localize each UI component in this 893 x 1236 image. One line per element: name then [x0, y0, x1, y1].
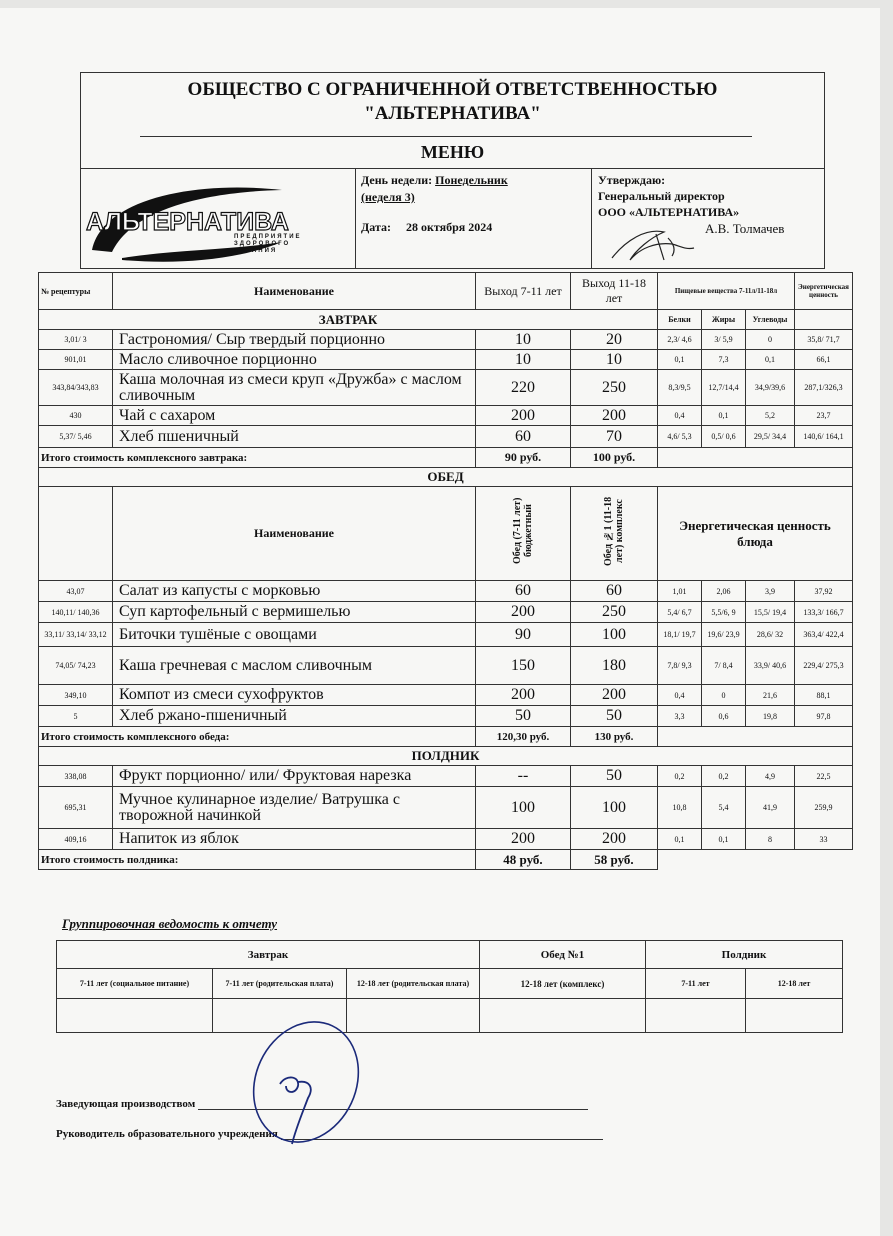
lunch-col-a: Обед (7-11 лет) бюджетный — [512, 497, 534, 565]
fat-value: 0,1 — [702, 829, 746, 850]
report-c1: 7-11 лет (социальное питание) — [57, 969, 213, 999]
portion-a: 50 — [476, 706, 571, 727]
energy-value: 259,9 — [795, 787, 853, 829]
breakfast-total-label: Итого стоимость комплексного завтрака: — [39, 448, 476, 468]
lunch-row — [39, 706, 853, 727]
energy-value: 97,8 — [795, 706, 853, 727]
lunch-total-b: 130 руб. — [571, 727, 658, 747]
sub-carb: Углеводы — [746, 310, 795, 330]
dish-name: Биточки тушёные с овощами — [113, 623, 476, 647]
breakfast-row — [39, 350, 853, 370]
portion-a: 90 — [476, 623, 571, 647]
title-underline — [140, 136, 752, 137]
energy-value: 23,7 — [795, 406, 853, 426]
energy-value: 133,3/ 166,7 — [795, 602, 853, 623]
report-group-lunch: Обед №1 — [480, 941, 646, 969]
recipe-code: 695,31 — [39, 787, 113, 829]
portion-a: 220 — [476, 370, 571, 406]
dish-name: Суп картофельный с вермишелью — [113, 602, 476, 623]
energy-value: 22,5 — [795, 766, 853, 787]
portion-b: 200 — [571, 685, 658, 706]
energy-value: 140,6/ 164,1 — [795, 426, 853, 448]
logo-subtitle — [234, 234, 302, 255]
dish-name: Компот из смеси сухофруктов — [113, 685, 476, 706]
snack-total-a: 48 руб. — [476, 850, 571, 870]
protein-value: 0,4 — [658, 406, 702, 426]
sub-fat: Жиры — [702, 310, 746, 330]
protein-value: 4,6/ 5,3 — [658, 426, 702, 448]
col-nutrients: Пищевые вещества 7-11л/11-18л — [658, 273, 795, 310]
lunch-total-a: 120,30 руб. — [476, 727, 571, 747]
carb-value: 33,9/ 40,6 — [746, 647, 795, 685]
carb-value: 8 — [746, 829, 795, 850]
col-name: Наименование — [113, 273, 476, 310]
dish-name: Каша гречневая с маслом сливочным — [113, 647, 476, 685]
lunch-col-energy: Энергетическая ценность блюда — [658, 487, 853, 581]
lunch-col-code — [39, 487, 113, 581]
recipe-code: 343,84/343,83 — [39, 370, 113, 406]
portion-a: 200 — [476, 602, 571, 623]
dish-name: Хлеб пшеничный — [113, 426, 476, 448]
portion-b: 70 — [571, 426, 658, 448]
carb-value: 19,8 — [746, 706, 795, 727]
energy-value: 287,1/326,3 — [795, 370, 853, 406]
snack-total-empty — [658, 850, 853, 870]
recipe-code: 74,05/ 74,23 — [39, 647, 113, 685]
recipe-code: 349,10 — [39, 685, 113, 706]
weekday-block — [361, 172, 508, 206]
snack-rows — [39, 766, 853, 850]
fat-value: 0,5/ 0,6 — [702, 426, 746, 448]
approve-line2: Генеральный директор — [598, 189, 725, 203]
portion-a: 200 — [476, 829, 571, 850]
protein-value: 1,01 — [658, 581, 702, 602]
weekday-label: День недели: — [361, 173, 433, 187]
portion-a: -- — [476, 766, 571, 787]
menu-page — [0, 8, 880, 1236]
lunch-section: ОБЕД — [39, 468, 853, 487]
lunch-row — [39, 623, 853, 647]
snack-row — [39, 829, 853, 850]
protein-value: 18,1/ 19,7 — [658, 623, 702, 647]
dish-name: Салат из капусты с морковью — [113, 581, 476, 602]
lunch-col-a-cell — [476, 487, 571, 581]
report-group-snack: Полдник — [646, 941, 843, 969]
report-c5: 7-11 лет — [646, 969, 746, 999]
recipe-code: 5,37/ 5,46 — [39, 426, 113, 448]
breakfast-total-a: 90 руб. — [476, 448, 571, 468]
company-logo — [82, 180, 354, 264]
recipe-code: 3,01/ 3 — [39, 330, 113, 350]
col-out1: Выход 7-11 лет — [476, 273, 571, 310]
energy-value: 37,92 — [795, 581, 853, 602]
report-subheader-row — [57, 969, 843, 999]
header-divider — [80, 168, 825, 169]
doc-title: МЕНЮ — [420, 142, 485, 162]
report-group-row — [57, 941, 843, 969]
report-group-breakfast: Завтрак — [57, 941, 480, 969]
portion-a: 60 — [476, 581, 571, 602]
portion-b: 200 — [571, 829, 658, 850]
report-title: Группировочная ведомость к отчету — [62, 916, 278, 931]
energy-value: 88,1 — [795, 685, 853, 706]
lunch-col-name: Наименование — [113, 487, 476, 581]
breakfast-row — [39, 426, 853, 448]
dish-name: Каша молочная из смеси круп «Дружба» с маслом сливочным — [113, 370, 476, 406]
breakfast-row — [39, 406, 853, 426]
weekday-value: Понедельник — [435, 173, 508, 187]
report-c6: 12-18 лет — [746, 969, 843, 999]
approve-name: А.В. Толмачев — [705, 221, 785, 236]
fat-value: 3/ 5,9 — [702, 330, 746, 350]
protein-value: 0,4 — [658, 685, 702, 706]
sub-empty — [795, 310, 853, 330]
protein-value: 10,8 — [658, 787, 702, 829]
director-signature-icon — [606, 220, 698, 264]
org-line2: "АЛЬТЕРНАТИВА" — [364, 103, 541, 124]
fat-value: 2,06 — [702, 581, 746, 602]
carb-value: 0 — [746, 330, 795, 350]
energy-value: 66,1 — [795, 350, 853, 370]
report-c3: 12-18 лет (родительская плата) — [347, 969, 480, 999]
carb-value: 29,5/ 34,4 — [746, 426, 795, 448]
portion-b: 100 — [571, 787, 658, 829]
org-line1: ОБЩЕСТВО С ОГРАНИЧЕННОЙ ОТВЕТСТВЕННОСТЬЮ — [187, 79, 718, 100]
carb-value: 5,2 — [746, 406, 795, 426]
breakfast-section: ЗАВТРАК — [39, 310, 658, 330]
carb-value: 3,9 — [746, 581, 795, 602]
dish-name: Напиток из яблок — [113, 829, 476, 850]
portion-b: 60 — [571, 581, 658, 602]
org-title — [80, 78, 825, 126]
dish-name: Мучное кулинарное изделие/ Ватрушка с творожной начинкой — [113, 787, 476, 829]
portion-a: 200 — [476, 685, 571, 706]
fat-value: 0,1 — [702, 406, 746, 426]
lunch-total-label: Итого стоимость комплексного обеда: — [39, 727, 476, 747]
date-value: 28 октября 2024 — [405, 220, 493, 234]
protein-value: 0,1 — [658, 829, 702, 850]
approval-block — [598, 172, 739, 220]
energy-value: 229,4/ 275,3 — [795, 647, 853, 685]
report-table — [56, 940, 843, 1033]
recipe-code: 430 — [39, 406, 113, 426]
header-vline1 — [355, 168, 356, 269]
carb-value: 4,9 — [746, 766, 795, 787]
breakfast-row — [39, 330, 853, 350]
portion-b: 20 — [571, 330, 658, 350]
manager-signature-icon — [240, 1018, 370, 1158]
logo-text: АЛЬТЕРНАТИВА — [86, 208, 289, 236]
fat-value: 19,6/ 23,9 — [702, 623, 746, 647]
lunch-row — [39, 647, 853, 685]
lunch-section-row — [39, 468, 853, 487]
dish-name: Фрукт порционно/ или/ Фруктовая нарезка — [113, 766, 476, 787]
fat-value: 0 — [702, 685, 746, 706]
dish-name: Чай с сахаром — [113, 406, 476, 426]
breakfast-rows — [39, 330, 853, 448]
recipe-code: 33,11/ 33,14/ 33,12 — [39, 623, 113, 647]
fat-value: 5,4 — [702, 787, 746, 829]
date-block — [361, 220, 492, 235]
protein-value: 3,3 — [658, 706, 702, 727]
dish-name: Масло сливочное порционно — [113, 350, 476, 370]
recipe-code: 901,01 — [39, 350, 113, 370]
report-value-row — [57, 999, 843, 1033]
breakfast-total-row — [39, 448, 853, 468]
breakfast-section-row — [39, 310, 853, 330]
portion-a: 200 — [476, 406, 571, 426]
lunch-row — [39, 685, 853, 706]
portion-b: 180 — [571, 647, 658, 685]
portion-b: 50 — [571, 766, 658, 787]
date-label: Дата: — [361, 220, 391, 234]
approve-line3: ООО «АЛЬТЕРНАТИВА» — [598, 205, 740, 219]
portion-b: 250 — [571, 370, 658, 406]
carb-value: 21,6 — [746, 685, 795, 706]
snack-total-label: Итого стоимость полдника: — [39, 850, 476, 870]
portion-a: 10 — [476, 350, 571, 370]
report-v4[interactable] — [480, 999, 646, 1033]
protein-value: 7,8/ 9,3 — [658, 647, 702, 685]
protein-value: 2,3/ 4,6 — [658, 330, 702, 350]
carb-value: 0,1 — [746, 350, 795, 370]
sub-protein: Белки — [658, 310, 702, 330]
snack-total-b: 58 руб. — [571, 850, 658, 870]
portion-a: 10 — [476, 330, 571, 350]
lunch-row — [39, 581, 853, 602]
report-v6[interactable] — [746, 999, 843, 1033]
portion-a: 150 — [476, 647, 571, 685]
logo-sub2: ЗДОРОВОГО — [234, 241, 291, 247]
energy-value: 363,4/ 422,4 — [795, 623, 853, 647]
col-out2: Выход 11-18 лет — [571, 273, 658, 310]
protein-value: 0,2 — [658, 766, 702, 787]
logo-sub1: ПРЕДПРИЯТИЕ — [234, 234, 302, 240]
header-vline2 — [591, 168, 592, 269]
snack-section-row — [39, 747, 853, 766]
breakfast-total-b: 100 руб. — [571, 448, 658, 468]
lunch-total-row — [39, 727, 853, 747]
recipe-code: 43,07 — [39, 581, 113, 602]
portion-b: 200 — [571, 406, 658, 426]
portion-a: 60 — [476, 426, 571, 448]
lunch-row — [39, 602, 853, 623]
fat-value: 0,2 — [702, 766, 746, 787]
dish-name: Гастрономия/ Сыр твердый порционно — [113, 330, 476, 350]
recipe-code: 409,16 — [39, 829, 113, 850]
menu-table — [38, 272, 853, 870]
lunch-col-b-cell — [571, 487, 658, 581]
lunch-rows — [39, 581, 853, 727]
col-energy: Энергетическая ценность — [795, 273, 853, 310]
signature-label2: Руководитель образовательного учреждения — [56, 1128, 278, 1140]
report-c4: 12-18 лет (комплекс) — [480, 969, 646, 999]
snack-section: ПОЛДНИК — [39, 747, 853, 766]
snack-row — [39, 787, 853, 829]
fat-value: 7,3 — [702, 350, 746, 370]
carb-value: 15,5/ 19,4 — [746, 602, 795, 623]
dish-name: Хлеб ржано-пшеничный — [113, 706, 476, 727]
carb-value: 34,9/39,6 — [746, 370, 795, 406]
week-value: (неделя 3) — [361, 190, 415, 204]
recipe-code: 5 — [39, 706, 113, 727]
fat-value: 5,5/6, 9 — [702, 602, 746, 623]
logo-sub3: ПИТАНИЯ — [234, 248, 278, 254]
report-c2: 7-11 лет (родительская плата) — [213, 969, 347, 999]
fat-value: 0,6 — [702, 706, 746, 727]
protein-value: 0,1 — [658, 350, 702, 370]
report-v1[interactable] — [57, 999, 213, 1033]
fat-value: 12,7/14,4 — [702, 370, 746, 406]
approve-line1: Утверждаю: — [598, 173, 666, 187]
portion-b: 50 — [571, 706, 658, 727]
protein-value: 5,4/ 6,7 — [658, 602, 702, 623]
portion-b: 100 — [571, 623, 658, 647]
carb-value: 41,9 — [746, 787, 795, 829]
portion-a: 100 — [476, 787, 571, 829]
lunch-col-b: Обед №1 (11-18 лет) комплекс — [603, 496, 625, 566]
carb-value: 28,6/ 32 — [746, 623, 795, 647]
report-v5[interactable] — [646, 999, 746, 1033]
breakfast-row — [39, 370, 853, 406]
breakfast-total-empty — [658, 448, 853, 468]
signature-label1: Заведующая производством — [56, 1098, 196, 1110]
snack-total-row — [39, 850, 853, 870]
portion-b: 10 — [571, 350, 658, 370]
snack-row — [39, 766, 853, 787]
lunch-header-row — [39, 487, 853, 581]
energy-value: 33 — [795, 829, 853, 850]
breakfast-header-row — [39, 273, 853, 310]
fat-value: 7/ 8,4 — [702, 647, 746, 685]
recipe-code: 338,08 — [39, 766, 113, 787]
protein-value: 8,3/9,5 — [658, 370, 702, 406]
col-recipe: № рецептуры — [39, 273, 113, 310]
energy-value: 35,8/ 71,7 — [795, 330, 853, 350]
recipe-code: 140,11/ 140,36 — [39, 602, 113, 623]
portion-b: 250 — [571, 602, 658, 623]
lunch-total-empty — [658, 727, 853, 747]
